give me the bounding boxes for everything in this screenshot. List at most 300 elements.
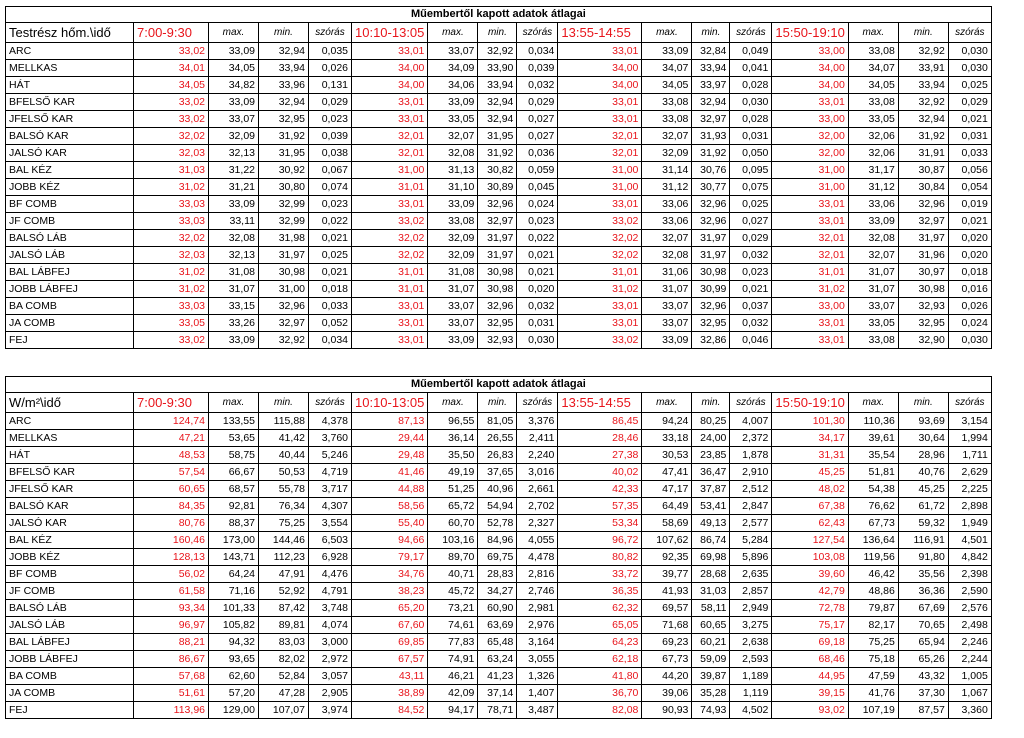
- stat-cell: 32,07: [642, 230, 692, 247]
- stat-cell: 0,039: [309, 128, 352, 145]
- average-cell: 64,23: [558, 634, 642, 651]
- average-cell: 36,70: [558, 685, 642, 702]
- stat-cell: 1,711: [948, 447, 991, 464]
- stat-cell: 52,92: [259, 583, 309, 600]
- stat-cell: 58,75: [209, 447, 259, 464]
- stat-cell: 33,91: [898, 60, 948, 77]
- stat-cell: 0,029: [517, 94, 558, 111]
- average-cell: 33,02: [352, 213, 428, 230]
- stat-cell: 30,84: [898, 179, 948, 196]
- stat-cell: 31,95: [259, 145, 309, 162]
- stat-cell: 0,033: [948, 145, 991, 162]
- table-row: [6, 77, 992, 94]
- body-part-label: BFELSŐ KAR: [6, 94, 134, 111]
- stat-cell: 33,09: [209, 332, 259, 349]
- stat-cell: 0,029: [309, 94, 352, 111]
- stat-cell: 52,78: [478, 515, 517, 532]
- average-cell: 33,02: [134, 94, 209, 111]
- stat-cell: 69,75: [478, 549, 517, 566]
- stat-cell: 32,94: [478, 111, 517, 128]
- table-row: [6, 43, 992, 60]
- average-cell: 39,60: [772, 566, 848, 583]
- stat-cell: 36,36: [898, 583, 948, 600]
- stat-cell: 65,72: [428, 498, 478, 515]
- stat-cell: 4,378: [309, 413, 352, 430]
- stat-cell: 143,71: [209, 549, 259, 566]
- average-cell: 75,17: [772, 617, 848, 634]
- stat-cell: 31,10: [428, 179, 478, 196]
- stat-cell: 32,92: [478, 43, 517, 60]
- average-cell: 32,03: [134, 145, 209, 162]
- stat-cell: 31,91: [898, 145, 948, 162]
- stat-cell: 0,023: [309, 196, 352, 213]
- stat-cell: 32,94: [692, 94, 730, 111]
- average-cell: 33,00: [772, 298, 848, 315]
- stat-cell: 3,360: [948, 702, 991, 719]
- stat-cell: 101,33: [209, 600, 259, 617]
- stat-cell: 32,96: [692, 298, 730, 315]
- stat-cell: 0,030: [517, 332, 558, 349]
- stat-cell: 32,97: [259, 315, 309, 332]
- stat-cell: 33,08: [848, 332, 898, 349]
- stat-cell: 64,24: [209, 566, 259, 583]
- stat-cell: 32,94: [478, 94, 517, 111]
- average-cell: 33,01: [772, 196, 848, 213]
- stat-cell: 1,949: [948, 515, 991, 532]
- stat-cell: 40,96: [478, 481, 517, 498]
- stat-cell: 33,18: [642, 430, 692, 447]
- body-part-label: BFELSŐ KAR: [6, 464, 134, 481]
- stat-cell: 0,019: [948, 196, 991, 213]
- stat-cell: 30,98: [259, 264, 309, 281]
- stat-cell: 33,94: [898, 77, 948, 94]
- stat-cell: 31,06: [642, 264, 692, 281]
- stat-cell: 129,00: [209, 702, 259, 719]
- stat-cell: 0,023: [309, 111, 352, 128]
- stat-cell: 2,972: [309, 651, 352, 668]
- average-cell: 80,76: [134, 515, 209, 532]
- body-part-label: JOBB KÉZ: [6, 179, 134, 196]
- stat-cell: 44,20: [642, 668, 692, 685]
- stat-cell: 2,225: [948, 481, 991, 498]
- stat-cell: 103,16: [428, 532, 478, 549]
- stat-cell: 93,69: [898, 413, 948, 430]
- average-cell: 44,95: [772, 668, 848, 685]
- stat-cell: 45,72: [428, 583, 478, 600]
- stat-cell: 63,69: [478, 617, 517, 634]
- stat-cell: 4,055: [517, 532, 558, 549]
- stat-cell: 32,13: [209, 145, 259, 162]
- stat-cell: 51,81: [848, 464, 898, 481]
- stat-cell: 32,09: [209, 128, 259, 145]
- average-cell: 32,03: [134, 247, 209, 264]
- average-cell: 33,03: [134, 196, 209, 213]
- stat-cell: 32,97: [692, 111, 730, 128]
- stat-cell: 0,031: [730, 128, 772, 145]
- stat-cell: 0,056: [948, 162, 991, 179]
- stat-cell: 0,024: [948, 315, 991, 332]
- stat-cell: 94,24: [642, 413, 692, 430]
- stat-cell: 0,022: [517, 230, 558, 247]
- stat-cell: 33,09: [428, 196, 478, 213]
- body-part-label: JOBB LÁBFEJ: [6, 651, 134, 668]
- average-cell: 57,68: [134, 668, 209, 685]
- stat-cell: 33,07: [428, 43, 478, 60]
- stat-cell: 94,17: [428, 702, 478, 719]
- stat-cell: 39,77: [642, 566, 692, 583]
- average-cell: 33,00: [772, 43, 848, 60]
- stat-cell: 4,074: [309, 617, 352, 634]
- stat-cell: 32,96: [692, 213, 730, 230]
- average-cell: 38,23: [352, 583, 428, 600]
- average-cell: 31,02: [134, 281, 209, 298]
- average-cell: 96,72: [558, 532, 642, 549]
- average-cell: 32,02: [558, 247, 642, 264]
- stat-cell: 3,974: [309, 702, 352, 719]
- stat-cell: 30,76: [692, 162, 730, 179]
- stat-cell: 30,99: [692, 281, 730, 298]
- average-cell: 31,01: [558, 264, 642, 281]
- average-cell: 34,00: [772, 77, 848, 94]
- stat-cell: 112,23: [259, 549, 309, 566]
- stat-cell: 32,90: [898, 332, 948, 349]
- body-part-label: BF COMB: [6, 566, 134, 583]
- table-row: [6, 549, 992, 566]
- average-cell: 41,46: [352, 464, 428, 481]
- stat-cell: 58,69: [642, 515, 692, 532]
- stat-cell: 69,98: [692, 549, 730, 566]
- time-period-header: 15:50-19:10: [772, 393, 848, 413]
- stat-cell: 33,07: [848, 298, 898, 315]
- table-header-row: [6, 23, 992, 43]
- table-row: [6, 111, 992, 128]
- stat-cell: 31,07: [428, 281, 478, 298]
- stat-cell: 0,020: [517, 281, 558, 298]
- stat-cell: 31,07: [848, 281, 898, 298]
- stat-cell: 32,99: [259, 196, 309, 213]
- average-cell: 69,18: [772, 634, 848, 651]
- stat-cell: 33,09: [428, 94, 478, 111]
- stat-cell: 32,95: [898, 315, 948, 332]
- table-row: [6, 430, 992, 447]
- stat-cell: 47,91: [259, 566, 309, 583]
- stat-cell: 0,021: [517, 247, 558, 264]
- average-cell: 34,00: [772, 60, 848, 77]
- stat-cell: 33,07: [428, 298, 478, 315]
- stat-header: szórás: [309, 23, 352, 43]
- stat-cell: 32,96: [478, 196, 517, 213]
- stat-cell: 92,35: [642, 549, 692, 566]
- stat-cell: 1,994: [948, 430, 991, 447]
- average-cell: 32,01: [558, 128, 642, 145]
- body-part-label: HÁT: [6, 447, 134, 464]
- stat-cell: 2,702: [517, 498, 558, 515]
- average-cell: 33,01: [558, 94, 642, 111]
- table-row: [6, 315, 992, 332]
- average-cell: 32,02: [134, 230, 209, 247]
- stat-cell: 75,25: [848, 634, 898, 651]
- stat-cell: 49,19: [428, 464, 478, 481]
- table-row: [6, 600, 992, 617]
- stat-cell: 36,47: [692, 464, 730, 481]
- body-part-label: JALSÓ KAR: [6, 515, 134, 532]
- stat-cell: 30,80: [259, 179, 309, 196]
- average-cell: 43,11: [352, 668, 428, 685]
- stat-cell: 32,07: [642, 128, 692, 145]
- stat-cell: 0,050: [730, 145, 772, 162]
- table-row: [6, 515, 992, 532]
- body-part-label: BAL LÁBFEJ: [6, 634, 134, 651]
- stat-cell: 62,60: [209, 668, 259, 685]
- table-row: [6, 145, 992, 162]
- average-cell: 33,01: [558, 43, 642, 60]
- table-title-row: [6, 7, 992, 23]
- stat-cell: 69,23: [642, 634, 692, 651]
- stat-cell: 1,878: [730, 447, 772, 464]
- stat-cell: 0,032: [730, 247, 772, 264]
- stat-cell: 31,07: [642, 281, 692, 298]
- stat-cell: 33,05: [848, 111, 898, 128]
- body-part-label: ARC: [6, 43, 134, 60]
- average-cell: 62,32: [558, 600, 642, 617]
- stat-cell: 28,96: [898, 447, 948, 464]
- average-cell: 86,45: [558, 413, 642, 430]
- average-cell: 113,96: [134, 702, 209, 719]
- stat-cell: 0,020: [948, 247, 991, 264]
- stat-cell: 28,83: [478, 566, 517, 583]
- average-cell: 67,38: [772, 498, 848, 515]
- stat-cell: 31,07: [848, 264, 898, 281]
- stat-cell: 33,15: [209, 298, 259, 315]
- average-cell: 68,46: [772, 651, 848, 668]
- stat-cell: 173,00: [209, 532, 259, 549]
- stat-cell: 0,029: [730, 230, 772, 247]
- average-cell: 79,17: [352, 549, 428, 566]
- stat-cell: 32,07: [428, 128, 478, 145]
- stat-cell: 33,11: [209, 213, 259, 230]
- stat-cell: 0,030: [948, 60, 991, 77]
- stat-cell: 31,93: [692, 128, 730, 145]
- average-cell: 93,02: [772, 702, 848, 719]
- stat-cell: 32,95: [259, 111, 309, 128]
- stat-cell: 1,119: [730, 685, 772, 702]
- stat-cell: 41,23: [478, 668, 517, 685]
- stat-cell: 47,41: [642, 464, 692, 481]
- table-title: Műembertől kapott adatok átlagai: [6, 7, 992, 23]
- stat-cell: 31,08: [209, 264, 259, 281]
- average-cell: 32,01: [558, 145, 642, 162]
- stat-cell: 88,37: [209, 515, 259, 532]
- average-cell: 38,89: [352, 685, 428, 702]
- average-cell: 62,18: [558, 651, 642, 668]
- stat-cell: 2,593: [730, 651, 772, 668]
- stat-cell: 84,96: [478, 532, 517, 549]
- table-row: [6, 281, 992, 298]
- average-cell: 32,02: [134, 128, 209, 145]
- stat-cell: 35,28: [692, 685, 730, 702]
- stat-cell: 31,97: [898, 230, 948, 247]
- stat-cell: 67,73: [642, 651, 692, 668]
- average-cell: 32,01: [352, 145, 428, 162]
- average-cell: 33,72: [558, 566, 642, 583]
- stat-cell: 0,022: [309, 213, 352, 230]
- average-cell: 33,02: [558, 213, 642, 230]
- average-cell: 65,20: [352, 600, 428, 617]
- average-cell: 31,01: [772, 264, 848, 281]
- average-cell: 34,00: [352, 60, 428, 77]
- stat-cell: 4,307: [309, 498, 352, 515]
- average-cell: 51,61: [134, 685, 209, 702]
- stat-header: szórás: [517, 23, 558, 43]
- stat-header: szórás: [730, 23, 772, 43]
- stat-cell: 71,16: [209, 583, 259, 600]
- stat-cell: 78,71: [478, 702, 517, 719]
- stat-cell: 33,05: [428, 111, 478, 128]
- stat-cell: 54,38: [848, 481, 898, 498]
- stat-cell: 32,08: [642, 247, 692, 264]
- average-cell: 33,01: [352, 111, 428, 128]
- stat-cell: 0,030: [948, 43, 991, 60]
- stat-cell: 136,64: [848, 532, 898, 549]
- stat-cell: 3,016: [517, 464, 558, 481]
- table-row: [6, 247, 992, 264]
- stat-cell: 0,021: [309, 264, 352, 281]
- stat-cell: 4,007: [730, 413, 772, 430]
- stat-cell: 59,09: [692, 651, 730, 668]
- stat-cell: 5,246: [309, 447, 352, 464]
- stat-cell: 34,07: [848, 60, 898, 77]
- average-cell: 32,01: [772, 230, 848, 247]
- stat-cell: 0,023: [517, 213, 558, 230]
- time-period-header: 7:00-9:30: [134, 393, 209, 413]
- stat-cell: 33,94: [259, 60, 309, 77]
- body-part-label: FEJ: [6, 702, 134, 719]
- average-cell: 32,00: [772, 128, 848, 145]
- stat-cell: 30,98: [478, 281, 517, 298]
- average-cell: 29,48: [352, 447, 428, 464]
- stat-cell: 60,65: [692, 617, 730, 634]
- table-row: [6, 617, 992, 634]
- stat-cell: 0,026: [948, 298, 991, 315]
- stat-cell: 92,81: [209, 498, 259, 515]
- average-cell: 93,34: [134, 600, 209, 617]
- average-cell: 31,00: [352, 162, 428, 179]
- stat-cell: 76,62: [848, 498, 898, 515]
- stat-cell: 32,09: [428, 230, 478, 247]
- stat-cell: 33,09: [209, 196, 259, 213]
- average-cell: 31,02: [772, 281, 848, 298]
- stat-cell: 107,07: [259, 702, 309, 719]
- average-cell: 41,80: [558, 668, 642, 685]
- stat-cell: 0,033: [309, 298, 352, 315]
- stat-cell: 89,81: [259, 617, 309, 634]
- average-cell: 29,44: [352, 430, 428, 447]
- stat-header: max.: [848, 393, 898, 413]
- table-row: [6, 685, 992, 702]
- stat-cell: 65,26: [898, 651, 948, 668]
- stat-cell: 32,92: [898, 94, 948, 111]
- average-cell: 48,53: [134, 447, 209, 464]
- average-cell: 42,79: [772, 583, 848, 600]
- heat-flux-table: [5, 376, 992, 719]
- stat-cell: 0,059: [517, 162, 558, 179]
- body-part-label: MELLKAS: [6, 60, 134, 77]
- average-cell: 96,97: [134, 617, 209, 634]
- stat-cell: 33,07: [428, 315, 478, 332]
- body-part-label: FEJ: [6, 332, 134, 349]
- average-cell: 57,54: [134, 464, 209, 481]
- stat-cell: 0,021: [948, 111, 991, 128]
- stat-cell: 0,025: [948, 77, 991, 94]
- stat-cell: 0,075: [730, 179, 772, 196]
- stat-cell: 0,018: [309, 281, 352, 298]
- body-part-label: JFELSŐ KAR: [6, 111, 134, 128]
- stat-cell: 74,61: [428, 617, 478, 634]
- stat-cell: 2,411: [517, 430, 558, 447]
- stat-cell: 65,48: [478, 634, 517, 651]
- stat-cell: 105,82: [209, 617, 259, 634]
- stat-cell: 2,847: [730, 498, 772, 515]
- stat-cell: 5,896: [730, 549, 772, 566]
- stat-cell: 39,87: [692, 668, 730, 685]
- stat-cell: 33,94: [478, 77, 517, 94]
- stat-header: max.: [209, 23, 259, 43]
- table-row: [6, 651, 992, 668]
- stat-cell: 30,98: [478, 264, 517, 281]
- stat-cell: 30,77: [692, 179, 730, 196]
- stat-header: min.: [898, 393, 948, 413]
- stat-cell: 4,502: [730, 702, 772, 719]
- average-cell: 31,02: [134, 179, 209, 196]
- stat-cell: 6,503: [309, 532, 352, 549]
- table-row: [6, 60, 992, 77]
- stat-cell: 1,189: [730, 668, 772, 685]
- average-cell: 28,46: [558, 430, 642, 447]
- stat-cell: 32,06: [848, 145, 898, 162]
- stat-cell: 33,96: [259, 77, 309, 94]
- stat-cell: 0,035: [309, 43, 352, 60]
- average-cell: 32,01: [772, 247, 848, 264]
- stat-cell: 3,055: [517, 651, 558, 668]
- stat-cell: 4,842: [948, 549, 991, 566]
- stat-cell: 67,73: [848, 515, 898, 532]
- average-cell: 55,40: [352, 515, 428, 532]
- stat-header: szórás: [948, 393, 991, 413]
- stat-cell: 31,97: [478, 247, 517, 264]
- stat-cell: 33,90: [478, 60, 517, 77]
- average-cell: 34,00: [558, 77, 642, 94]
- stat-cell: 31,92: [478, 145, 517, 162]
- stat-cell: 3,487: [517, 702, 558, 719]
- stat-cell: 33,06: [642, 196, 692, 213]
- stat-header: min.: [478, 393, 517, 413]
- stat-cell: 0,025: [730, 196, 772, 213]
- stat-cell: 32,13: [209, 247, 259, 264]
- stat-cell: 65,94: [898, 634, 948, 651]
- stat-cell: 2,661: [517, 481, 558, 498]
- stat-cell: 33,07: [209, 111, 259, 128]
- average-cell: 128,13: [134, 549, 209, 566]
- stat-cell: 87,57: [898, 702, 948, 719]
- stat-cell: 23,85: [692, 447, 730, 464]
- stat-cell: 42,09: [428, 685, 478, 702]
- average-cell: 31,00: [772, 162, 848, 179]
- body-part-label: MELLKAS: [6, 430, 134, 447]
- stat-cell: 89,70: [428, 549, 478, 566]
- stat-cell: 0,038: [309, 145, 352, 162]
- stat-cell: 0,021: [309, 230, 352, 247]
- stat-cell: 32,95: [692, 315, 730, 332]
